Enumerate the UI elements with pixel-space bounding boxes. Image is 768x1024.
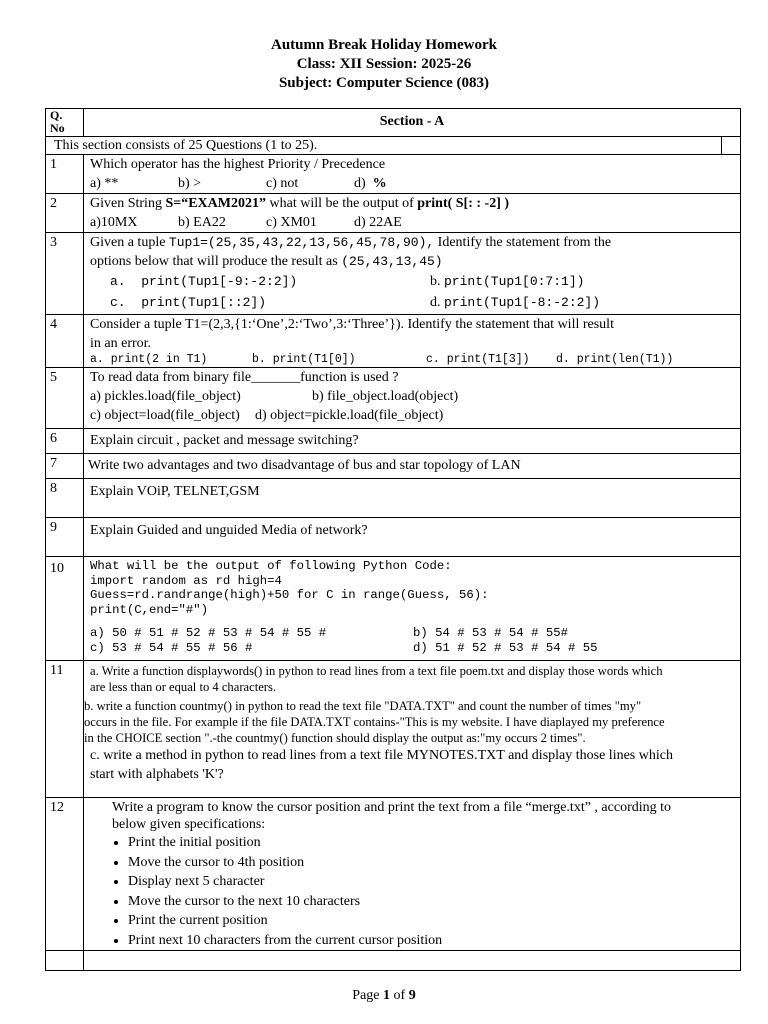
option-c: c) 53 # 54 # 55 # 56 # [90, 640, 253, 655]
page-number: 1 [383, 988, 391, 1003]
q11-b-line1: b. write a function countmy() in python to read the text file "DATA.TXT" and count the number of times "my" [84, 699, 642, 713]
question-row [46, 454, 741, 479]
section-title: Section - A [84, 109, 741, 137]
question-2 [84, 194, 741, 233]
intro-cell [46, 137, 741, 155]
question-table [45, 108, 741, 971]
qno: 8 [46, 479, 84, 518]
option-b: b) > [178, 176, 202, 191]
class-session: Class: XII Session: 2025-26 [296, 56, 472, 72]
q5-line1: To read data from binary file_______function is used ? [90, 370, 399, 385]
question-row [46, 661, 741, 798]
qno: 2 [46, 194, 84, 233]
q5-options-cd [90, 406, 736, 425]
qno-label-1: Q. [50, 108, 63, 122]
question-row [46, 194, 741, 233]
option-d [430, 293, 600, 313]
option-a: a)10MX [90, 215, 138, 230]
qno: 7 [46, 454, 84, 479]
q11-a-line1: a. Write a function displaywords() in python to read lines from a text file poem.txt and display those words which [90, 664, 663, 678]
option-d: d) 51 # 52 # 53 # 54 # 55 [413, 640, 598, 655]
q2-string: S=“EXAM2021” [165, 196, 266, 211]
q2-text [90, 194, 736, 213]
option-a: a. print(2 in T1) [90, 353, 208, 366]
intro-blank [722, 137, 740, 154]
code-line-1: What will be the output of following Python Code: [90, 559, 452, 573]
page-footer [0, 988, 768, 1004]
q3-line1 [90, 233, 736, 252]
question-11 [84, 661, 741, 798]
qno-label-2: No [50, 121, 65, 135]
question-row [46, 479, 741, 518]
q10-options-ab [90, 626, 736, 641]
q11-b-line3: in the CHOICE section ".-the countmy() function should display the output as:"my occurs 2 times". [84, 731, 586, 745]
intro-row [46, 137, 741, 155]
q2-options [90, 213, 736, 232]
question-4 [84, 315, 741, 368]
homework-title: Autumn Break Holiday Homework [271, 37, 497, 53]
qno: 12 [46, 798, 84, 951]
page-total: 9 [408, 988, 416, 1003]
question-row [46, 155, 741, 194]
empty-row [46, 951, 741, 971]
option-c: c) XM01 [266, 215, 317, 230]
intro-text: This section consists of 25 Questions (1 to 25). [46, 137, 722, 154]
q11-a-line2: are less than or equal to 4 characters. [90, 680, 277, 694]
option-b: b) file_object.load(object) [312, 389, 459, 404]
list-item: • Print the initial position [128, 833, 740, 853]
option-d: d. print(len(T1)) [556, 353, 674, 366]
qno: 6 [46, 429, 84, 454]
q11-b-line2: occurs in the file. For example if the file DATA.TXT contains-"This is my website. I have diaplayed my preference [84, 715, 665, 729]
q5-options-ab [90, 387, 736, 406]
qno: 9 [46, 518, 84, 557]
qno: 4 [46, 315, 84, 368]
qno: 3 [46, 233, 84, 315]
option-d-value: % [372, 176, 387, 191]
q1-text: Which operator has the highest Priority / Precedence [90, 157, 386, 172]
q2-pre: Given String [90, 196, 166, 211]
q11-c-line1: c. write a method in python to read lines from a text file MYNOTES.TXT and display those lines which [90, 748, 673, 763]
option-d-label: d. [430, 295, 441, 310]
q3-tuple: Tup1=(25,35,43,22,13,56,45,78,90), [168, 235, 435, 250]
empty-cell [84, 951, 741, 971]
q3-line2-pre: options below that will produce the result as [90, 254, 342, 269]
q3-options-cd [90, 293, 736, 313]
option-a: a. print(Tup1[-9:-2:2]) [110, 274, 298, 289]
option-c: c. print(Tup1[::2]) [110, 295, 267, 310]
qno-header [46, 109, 84, 137]
list-item: • Display next 5 character [128, 872, 740, 892]
question-row [46, 518, 741, 557]
q3-options-ab [90, 271, 736, 293]
question-12 [84, 798, 741, 951]
qno: 5 [46, 368, 84, 429]
question-row [46, 315, 741, 368]
question-row [46, 557, 741, 661]
table-header-row [46, 109, 741, 137]
option-d-code: print(Tup1[-8:-2:2]) [444, 295, 601, 310]
q3-result: (25,43,13,45) [341, 254, 443, 269]
of-word: of [390, 988, 409, 1003]
page-word: Page [352, 988, 384, 1003]
subject: Subject: Computer Science (083) [278, 75, 490, 91]
q11-c-line2: start with alphabets 'K'? [90, 767, 224, 782]
q1-options [90, 174, 736, 193]
question-row [46, 233, 741, 315]
q2-mid: what will be the output of [266, 196, 418, 211]
question-8: Explain VOiP, TELNET,GSM [84, 479, 741, 518]
list-item: • Print the current position [128, 911, 740, 931]
q3-line1-pre: Given a tuple [90, 235, 169, 250]
option-b-code: print(Tup1[0:7:1]) [444, 274, 585, 289]
code-line-4: print(C,end="#") [90, 602, 209, 617]
option-c: c. print(T1[3]) [426, 353, 530, 366]
empty-qno [46, 951, 84, 971]
q4-line1: Consider a tuple T1=(2,3,{1:‘One’,2:‘Two’,3:‘Three’}). Identify the statement that will result [90, 317, 614, 332]
q3-line2 [90, 252, 736, 271]
code-line-3: Guess=rd.randrange(high)+50 for C in range(Guess, 56): [90, 588, 489, 602]
question-5 [84, 368, 741, 429]
option-b: b) EA22 [178, 215, 226, 230]
option-d: d) object=pickle.load(file_object) [255, 408, 444, 423]
option-c: c) object=load(file_object) [90, 408, 240, 423]
option-c: c) not [266, 176, 299, 191]
option-d: d) 22AE [354, 215, 402, 230]
q10-options-cd [90, 641, 736, 656]
question-9: Explain Guided and unguided Media of network? [84, 518, 741, 557]
list-item: • Print next 10 characters from the current cursor position [128, 931, 740, 951]
question-7: Write two advantages and two disadvantage of bus and star topology of LAN [84, 454, 741, 479]
option-b-label: b. [430, 274, 441, 289]
q4-line2: in an error. [90, 336, 152, 351]
option-a: a) ** [90, 176, 119, 191]
q12-intro-1: Write a program to know the cursor position and print the text from a file “merge.txt” , according to [112, 800, 672, 815]
option-a: a) 50 # 51 # 52 # 53 # 54 # 55 # [90, 626, 327, 640]
qno: 10 [46, 557, 84, 661]
q2-print: print( S[: : -2] ) [417, 196, 510, 211]
q12-intro-2: below given specifications: [112, 817, 266, 832]
question-row [46, 798, 741, 951]
question-row [46, 368, 741, 429]
option-d [354, 174, 387, 193]
question-row [46, 429, 741, 454]
question-6: Explain circuit , packet and message switching? [84, 429, 741, 454]
option-b [430, 271, 584, 293]
question-3 [84, 233, 741, 315]
question-1 [84, 155, 741, 194]
option-d-label: d) [354, 176, 366, 191]
option-a: a) pickles.load(file_object) [90, 389, 241, 404]
q4-options [90, 353, 736, 366]
page-header [0, 36, 768, 93]
question-10 [84, 557, 741, 661]
qno: 1 [46, 155, 84, 194]
q3-line1-post: Identify the statement from the [434, 235, 612, 250]
q12-spec-list [112, 833, 740, 950]
option-b: b) 54 # 53 # 54 # 55# [413, 626, 568, 640]
code-line-2: import random as rd high=4 [90, 573, 282, 588]
list-item: • Move the cursor to the next 10 characters [128, 892, 740, 912]
option-b: b. print(T1[0]) [252, 353, 356, 366]
qno: 11 [46, 661, 84, 798]
list-item: • Move the cursor to 4th position [128, 853, 740, 873]
